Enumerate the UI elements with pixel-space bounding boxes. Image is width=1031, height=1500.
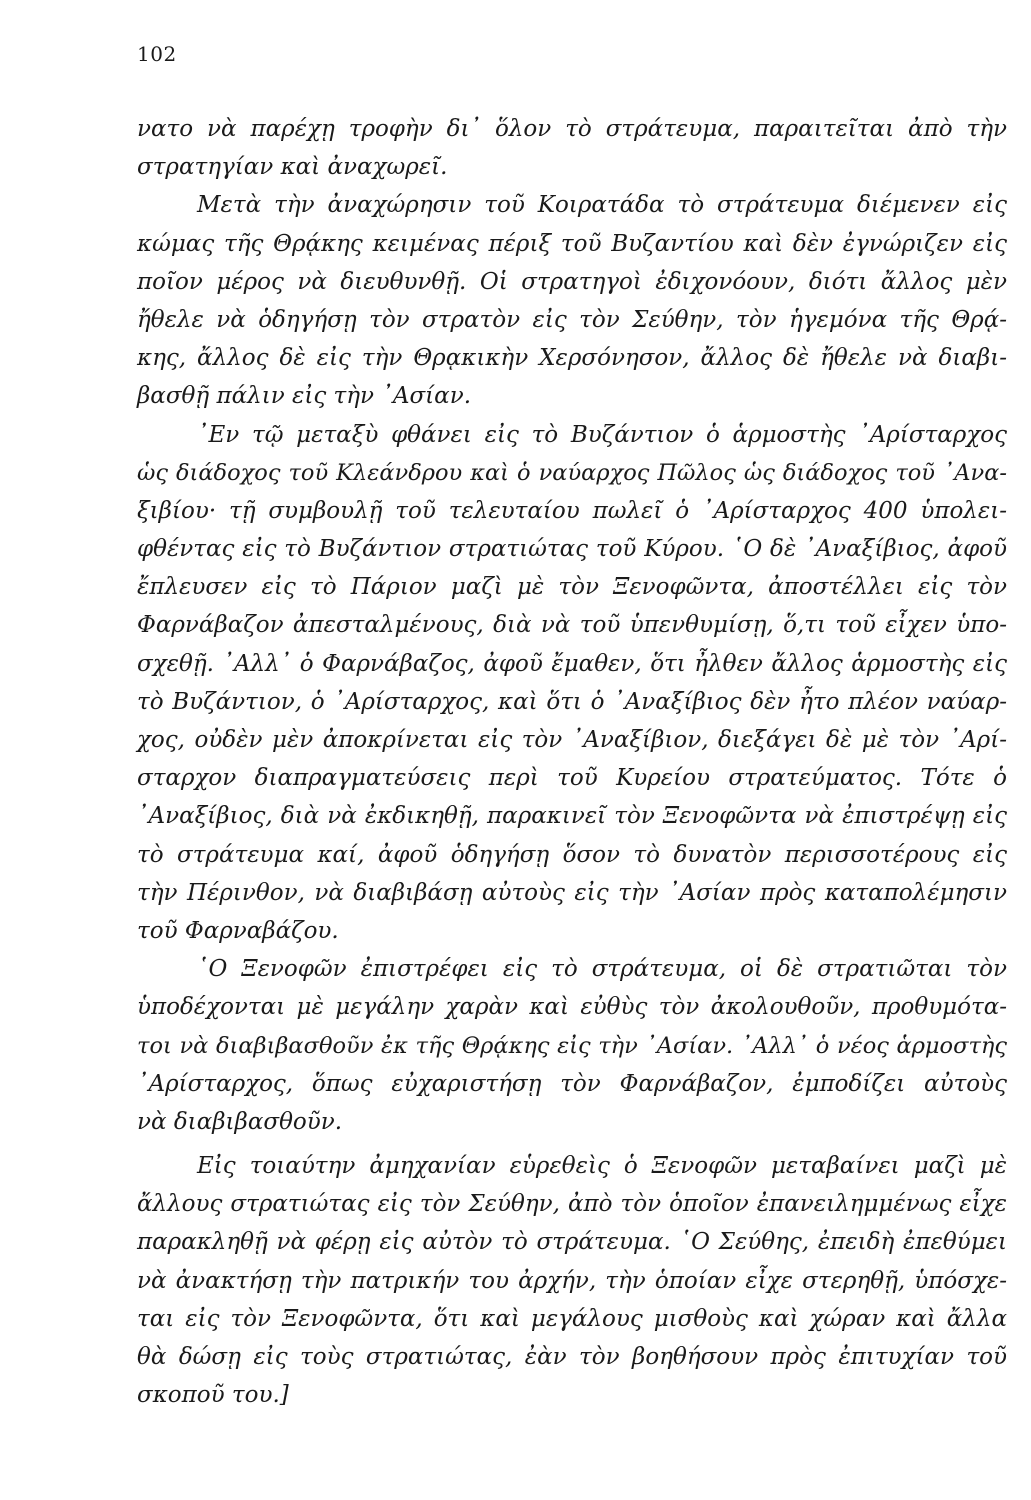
text-line: νατο νὰ παρέχῃ τροφὴν δι᾽ ὅλον τὸ στράτευμα, παραιτεῖται ἀπὸ τὴν [137,116,1007,142]
text-line: Εἰς τοιαύτην ἀμηχανίαν εὑρεθεὶς ὁ Ξενοφῶν μεταβαίνει μαζὶ μὲ [197,1153,1007,1180]
text-line: σχεθῇ. ᾿Αλλ᾽ ὁ Φαρνάβαζος, ἀφοῦ ἔμαθεν, ὅτι ἦλθεν ἄλλος ἁρμοστὴς εἰς [137,650,1007,677]
text-line: Μετὰ τὴν ἀναχώρησιν τοῦ Κοιρατάδα τὸ στράτευμα διέμενεν εἰς [197,192,1007,219]
text-line: φθέντας εἰς τὸ Βυζάντιον στρατιώτας τοῦ Κύρου. ῾Ο δὲ ᾿Αναξίβιος, ἀφοῦ [137,536,1007,563]
text-line: ἔπλευσεν εἰς τὸ Πάριον μαζὶ μὲ τὸν Ξενοφῶντα, ἀποστέλλει εἰς τὸν [137,574,1007,601]
text-line: ται εἰς τὸν Ξενοφῶντα, ὅτι καὶ μεγάλους μισθοὺς καὶ χώραν καὶ ἄλλα [137,1305,1007,1332]
text-line: στρατηγίαν καὶ ἀναχωρεῖ. [137,154,448,181]
text-line: κης, ἄλλος δὲ εἰς τὴν Θρᾳκικὴν Χερσόνησον, ἄλλος δὲ ἤθελε νὰ διαβι- [137,345,1007,372]
text-line: Φαρνάβαζον ἀπεσταλμένους, διὰ νὰ τοῦ ὑπενθυμίσῃ, ὅ,τι τοῦ εἶχεν ὑπο- [137,612,1007,639]
text-line: ἄλλους στρατιώτας εἰς τὸν Σεύθην, ἀπὸ τὸν ὁποῖον ἐπανειλημμένως εἶχε [137,1191,1007,1218]
text-line: ῾Ο Ξενοφῶν ἐπιστρέφει εἰς τὸ στράτευμα, οἱ δὲ στρατιῶται τὸν [197,956,1007,983]
text-line: ξιβίου· τῇ συμβουλῇ τοῦ τελευταίου πωλεῖ ὁ ᾿Αρίσταρχος 400 ὑπολει- [137,497,1007,524]
text-line: θὰ δώσῃ εἰς τοὺς στρατιώτας, ἐὰν τὸν βοηθήσουν πρὸς ἐπιτυχίαν τοῦ [137,1344,1007,1370]
text-line: τοῦ Φαρναβάζου. [137,917,339,944]
text-line: κώμας τῆς Θρᾴκης κειμένας πέριξ τοῦ Βυζαντίου καὶ δὲν ἐγνώριζεν εἰς [137,230,1007,257]
text-line: τὸ Βυζάντιον, ὁ ᾿Αρίσταρχος, καὶ ὅτι ὁ ᾿Αναξίβιος δὲν ἦτο πλέον ναύαρ- [137,688,1007,715]
text-body [137,110,1007,1414]
text-line: χος, οὐδὲν μὲν ἀποκρίνεται εἰς τὸν ᾿Αναξίβιον, διεξάγει δὲ μὲ τὸν ᾿Αρί- [137,727,1007,753]
text-line: νὰ ἀνακτήσῃ τὴν πατρικήν του ἀρχήν, τὴν ὁποίαν εἶχε στερηθῇ, ὑπόσχε- [137,1267,1007,1294]
text-line: ᾿Αρίσταρχος, ὅπως εὐχαριστήσῃ τὸν Φαρνάβαζον, ἐμποδίζει αὐτοὺς [137,1070,1007,1097]
text-line: ᾿Αναξίβιος, διὰ νὰ ἐκδικηθῇ, παρακινεῖ τὸν Ξενοφῶντα νὰ ἐπιστρέψῃ εἰς [137,803,1007,830]
text-line: νὰ διαβιβασθοῦν. [137,1108,343,1135]
page-number: 102 [137,42,177,66]
text-line: ποῖον μέρος νὰ διευθυνθῇ. Οἱ στρατηγοὶ ἐδιχονόουν, διότι ἄλλος μὲν [137,268,1007,295]
text-line: παρακληθῇ νὰ φέρῃ εἰς αὐτὸν τὸ στράτευμα. ῾Ο Σεύθης, ἐπειδὴ ἐπεθύμει [137,1229,1007,1256]
text-line: σκοποῦ του.] [137,1382,289,1409]
text-line: βασθῇ πάλιν εἰς τὴν ᾿Ασίαν. [137,383,472,410]
text-line: τὴν Πέρινθον, νὰ διαβιβάσῃ αὐτοὺς εἰς τὴν ᾿Ασίαν πρὸς καταπολέμησιν [137,879,1007,906]
text-line: ᾿Εν τῷ μεταξὺ φθάνει εἰς τὸ Βυζάντιον ὁ ἁρμοστὴς ᾿Αρίσταρχος [197,421,1007,448]
text-line: ἤθελε νὰ ὁδηγήσῃ τὸν στρατὸν εἰς τὸν Σεύθην, τὸν ἡγεμόνα τῆς Θρᾴ- [137,306,1007,333]
text-line: ὑποδέχονται μὲ μεγάλην χαρὰν καὶ εὐθὺς τὸν ἀκολουθοῦν, προθυμότα- [137,994,1007,1021]
text-line: τοι νὰ διαβιβασθοῦν ἐκ τῆς Θρᾴκης εἰς τὴν ᾿Ασίαν. ᾿Αλλ᾽ ὁ νέος ἁρμοστὴς [137,1032,1007,1059]
text-line: σταρχον διαπραγματεύσεις περὶ τοῦ Κυρείου στρατεύματος. Τότε ὁ [137,765,1007,792]
text-line: ὡς διάδοχος τοῦ Κλεάνδρου καὶ ὁ ναύαρχος Πῶλος ὡς διάδοχος τοῦ ᾿Ανα- [137,459,1007,486]
text-line: τὸ στράτευμα καί, ἀφοῦ ὁδηγήσῃ ὅσον τὸ δυνατὸν περισσοτέρους εἰς [137,841,1007,868]
